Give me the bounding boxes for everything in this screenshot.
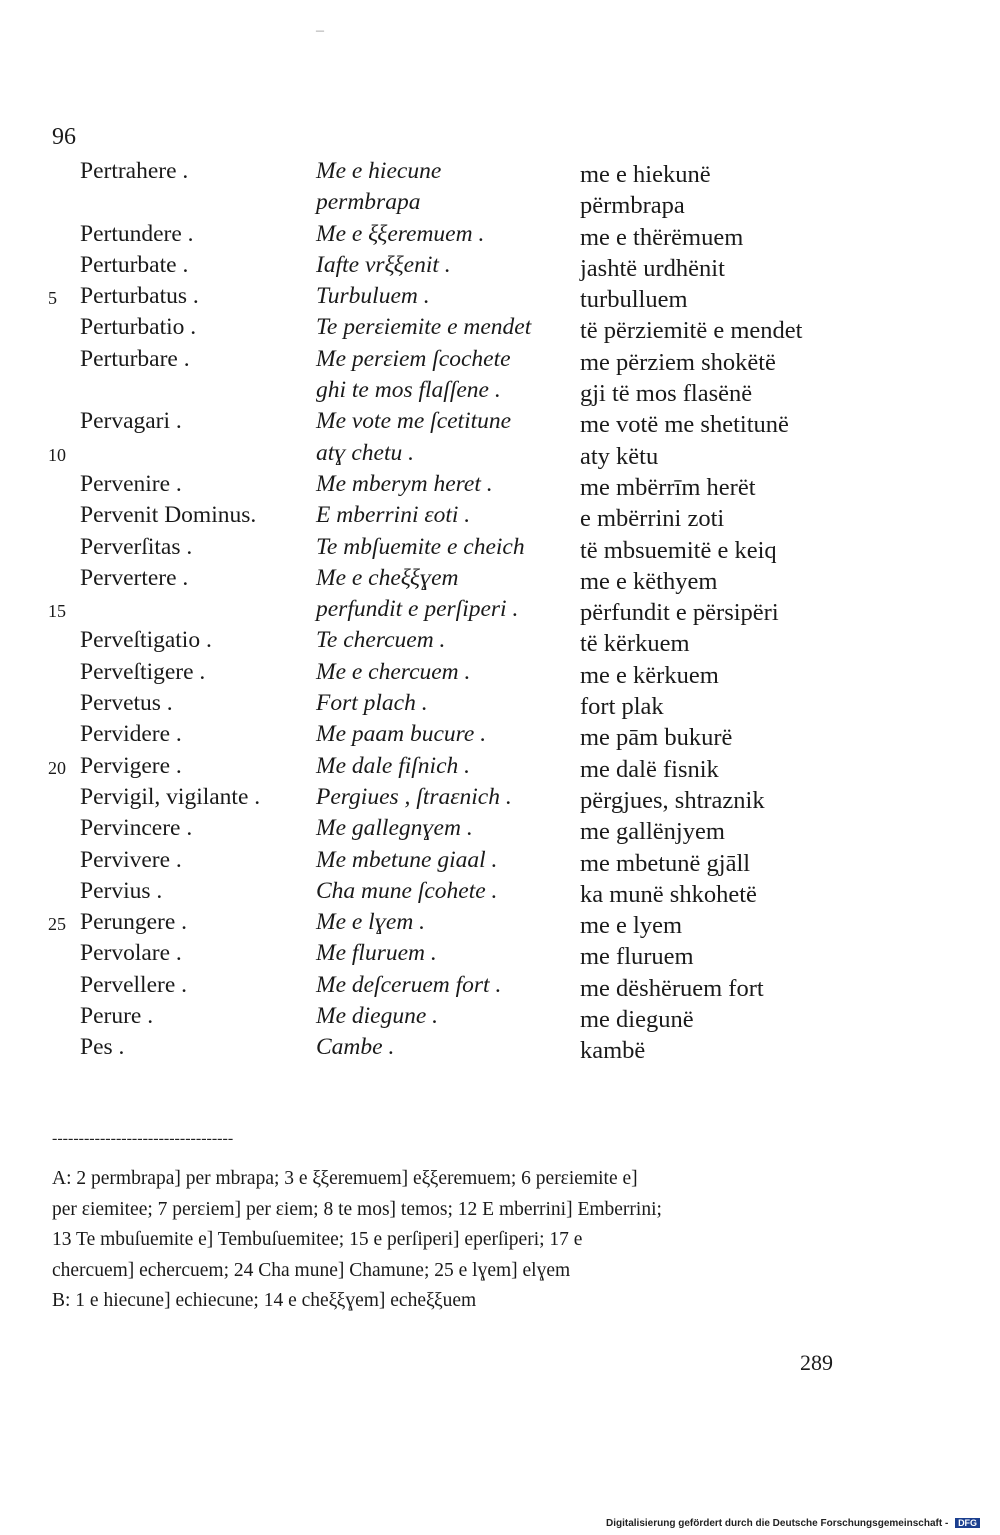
original-albanian: Me fluruem . (316, 940, 437, 967)
original-albanian: Cambe . (316, 1034, 395, 1061)
line-number: 25 (48, 914, 66, 935)
entry-row (0, 252, 1000, 283)
line-number: 15 (48, 601, 66, 622)
top-mark: – (316, 22, 324, 39)
dfg-credit-text: Digitalisierung gefördert durch die Deutsche Forschungsgemeinschaft - (606, 1518, 949, 1529)
entry-row (0, 440, 1000, 471)
entry-row (0, 346, 1000, 377)
original-albanian: atɣ chetu . (316, 439, 414, 466)
original-albanian: Me diegune . (316, 1003, 439, 1030)
original-albanian: Me deſceruem fort . (316, 971, 502, 998)
footnotes (52, 1164, 842, 1317)
footnote-rule: ---------------------------------- (52, 1130, 234, 1147)
entry-row (0, 377, 1000, 408)
entry-row (0, 283, 1000, 314)
modern-albanian: me dalë fisnik (580, 755, 719, 783)
modern-albanian: aty këtu (580, 442, 659, 470)
entry-row (0, 596, 1000, 627)
modern-albanian: me e hiekunë (580, 161, 711, 188)
modern-albanian: me pām bukurë (580, 724, 733, 752)
latin-term: Pervigil, vigilante . (80, 783, 261, 810)
original-albanian: Me e chercuem . (316, 658, 471, 685)
latin-term: Perturbatus . (80, 283, 199, 310)
entry-row (0, 815, 1000, 846)
original-albanian: Me paam bucure . (316, 721, 487, 748)
modern-albanian: gji të mos flasënë (580, 380, 753, 408)
modern-albanian: përgjues, shtraznik (580, 786, 765, 814)
modern-albanian: me mbetunë gjāll (580, 849, 751, 877)
footnote-line: A: 2 permbrapa] per mbrapa; 3 e ξξeremuem] eξξeremuem; 6 perεiemite e] (52, 1168, 638, 1189)
entry-row (0, 721, 1000, 752)
latin-term: Perturbate . (80, 251, 189, 278)
entry-row (0, 502, 1000, 533)
original-albanian: Me e ξξeremuem . (316, 220, 485, 247)
original-albanian: E mberrini εoti . (316, 502, 471, 529)
entry-row (0, 627, 1000, 658)
latin-term: Pervincere . (80, 815, 193, 842)
latin-term: Pertundere . (80, 220, 194, 247)
modern-albanian: me e këthyem (580, 567, 718, 595)
modern-albanian: me përziem shokëtë (580, 348, 776, 376)
original-albanian: Te chercuem . (316, 627, 446, 654)
original-albanian: Me perεiem ſcochete (316, 345, 511, 372)
modern-albanian: me e kërkuem (580, 661, 719, 689)
latin-term: Pervenit Dominus. (80, 502, 257, 529)
entry-row (0, 314, 1000, 345)
modern-albanian: me gallënjyem (580, 818, 725, 846)
latin-term: Pervolare . (80, 940, 182, 967)
entry-row (0, 1034, 1000, 1065)
original-albanian: Me e hiecune (316, 158, 442, 184)
latin-term: Pervidere . (80, 721, 182, 748)
page-number-top: 96 (52, 124, 76, 150)
original-albanian: Pergiues , ſtraεnich . (316, 783, 512, 810)
dictionary-entries (0, 158, 1000, 1066)
line-number: 5 (48, 288, 57, 309)
latin-term: Perveſtigere . (80, 658, 206, 685)
entry-row (0, 847, 1000, 878)
latin-term: Perveſtigatio . (80, 627, 212, 654)
modern-albanian: të përziemitë e mendet (580, 317, 803, 345)
original-albanian: Te mbſuemite e cheich (316, 533, 525, 560)
modern-albanian: me diegunë (580, 1006, 694, 1034)
modern-albanian: përfundit e përsipëri (580, 599, 779, 627)
latin-term: Pervigere . (80, 752, 182, 779)
line-number: 20 (48, 757, 66, 778)
entry-row (0, 690, 1000, 721)
modern-albanian: përmbrapa (580, 192, 685, 220)
modern-albanian: kambë (580, 1037, 646, 1065)
latin-term: Pes . (80, 1034, 125, 1061)
latin-term: Pervertere . (80, 564, 189, 591)
latin-term: Pervivere . (80, 846, 182, 873)
original-albanian: Turbuluem . (316, 283, 430, 310)
original-albanian: Me vote me ſcetitune (316, 408, 512, 435)
original-albanian: Te perεiemite e mendet (316, 314, 532, 341)
modern-albanian: me e lyem (580, 912, 683, 940)
original-albanian: Cha mune ſcohete . (316, 877, 498, 904)
latin-term: Perturbatio . (80, 314, 197, 341)
modern-albanian: me dëshëruem fort (580, 974, 764, 1002)
latin-term: Pervetus . (80, 690, 173, 717)
entry-row (0, 784, 1000, 815)
entry-row (0, 471, 1000, 502)
original-albanian: Me e lɣem . (316, 909, 426, 936)
original-albanian: permbrapa (316, 189, 421, 216)
page-number-bottom: 289 (800, 1350, 833, 1375)
original-albanian: perfundit e perſiperi . (316, 596, 519, 623)
modern-albanian: e mbërrini zoti (580, 505, 725, 533)
original-albanian: Me mbetune giaal . (316, 846, 498, 873)
modern-albanian: me e thërëmuem (580, 223, 744, 251)
original-albanian: Iafte vrξξenit . (316, 251, 451, 278)
entry-row (0, 940, 1000, 971)
dfg-logo-icon: DFG (955, 1518, 980, 1528)
latin-term: Perverſitas . (80, 533, 193, 560)
entry-row (0, 189, 1000, 220)
original-albanian: Fort plach . (316, 690, 428, 717)
latin-term: Perturbare . (80, 345, 190, 372)
latin-term: Pervenire . (80, 470, 182, 497)
modern-albanian: të kërkuem (580, 630, 690, 658)
line-number: 10 (48, 444, 66, 465)
latin-term: Pervellere . (80, 971, 188, 998)
entry-row (0, 659, 1000, 690)
modern-albanian: me fluruem (580, 943, 694, 971)
footnote-line: chercuem] echercuem; 24 Cha mune] Chamune; 25 e lɣem] elɣem (52, 1259, 571, 1281)
latin-term: Perungere . (80, 909, 188, 936)
entry-row (0, 565, 1000, 596)
modern-albanian: fort plak (580, 693, 664, 721)
original-albanian: Me e cheξξɣem (316, 564, 459, 591)
modern-albanian: të mbsuemitë e keiq (580, 536, 777, 564)
original-albanian: Me mberym heret . (316, 470, 493, 497)
latin-term: Pervius . (80, 877, 163, 904)
original-albanian: Me gallegnɣem . (316, 815, 473, 842)
modern-albanian: me votë me shetitunë (580, 411, 789, 439)
entry-row (0, 221, 1000, 252)
modern-albanian: turbulluem (580, 286, 688, 314)
footnote-line: per εiemitee; 7 perεiem] per εiem; 8 te mos] temos; 12 E mberrini] Emberrini; (52, 1198, 662, 1220)
latin-term: Pervagari . (80, 408, 182, 435)
entry-row (0, 158, 1000, 189)
entry-row (0, 909, 1000, 940)
entry-row (0, 878, 1000, 909)
entry-row (0, 753, 1000, 784)
entry-row (0, 408, 1000, 439)
footnote-line: 13 Te mbuſuemite e] Tembuſuemitee; 15 e perſiperi] eperſiperi; 17 e (52, 1229, 583, 1250)
latin-term: Pertrahere . (80, 158, 189, 184)
entry-row (0, 534, 1000, 565)
modern-albanian: jashtë urdhënit (580, 254, 725, 282)
modern-albanian: me mbërrīm herët (580, 473, 756, 501)
footnote-line: B: 1 e hiecune] echiecune; 14 e cheξξɣem] echeξξuem (52, 1290, 477, 1311)
original-albanian: ghi te mos flaſſene . (316, 377, 501, 404)
latin-term: Perure . (80, 1003, 154, 1030)
entry-row (0, 972, 1000, 1003)
dfg-credit (606, 1518, 980, 1529)
original-albanian: Me dale fiſnich . (316, 752, 471, 779)
modern-albanian: ka munë shkohetë (580, 880, 757, 908)
entry-row (0, 1003, 1000, 1034)
